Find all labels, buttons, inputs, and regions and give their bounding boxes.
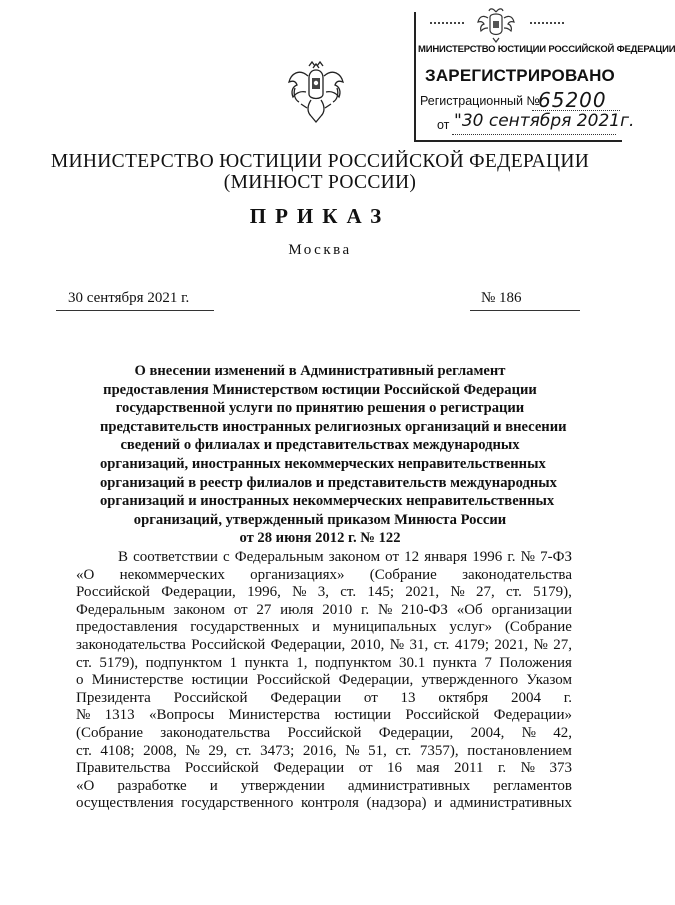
body-word: Министерстве	[91, 672, 184, 689]
body-word: №	[292, 584, 307, 601]
body-word: Российской	[191, 636, 266, 653]
body-word: 27,	[553, 636, 572, 653]
body-word: организации	[491, 601, 572, 618]
body-line	[76, 602, 572, 620]
title-line: О внесении изменений в Административный регламент	[134, 363, 506, 379]
body-word: Указом	[526, 672, 572, 689]
body-word: подпунктом	[145, 654, 223, 671]
body-word: о	[76, 672, 84, 689]
body-word: государственного	[181, 795, 294, 812]
body-word: Федерации»	[493, 707, 572, 724]
body-word: (надзора)	[366, 795, 427, 812]
body-word: утверждении	[240, 777, 325, 794]
body-word: «Об	[456, 601, 483, 618]
body-word: №	[377, 601, 393, 618]
body-word: 16	[387, 760, 403, 777]
document-type: ПРИКАЗ	[249, 204, 391, 228]
body-word: ст.	[76, 742, 92, 759]
body-line	[76, 584, 572, 602]
order-date: 30 сентября 2021 г.	[68, 290, 190, 306]
title-line: организаций и иностранных некоммерческих неправительственных	[100, 493, 555, 510]
body-word: 1	[229, 654, 238, 671]
body-line	[76, 760, 572, 778]
body-line	[76, 743, 572, 761]
number-underline	[470, 310, 580, 311]
title-line: от 28 июня 2012 г. № 122	[239, 530, 401, 547]
body-word: 2021,	[494, 636, 529, 653]
body-word: юстиции	[334, 707, 391, 724]
body-word: Российской	[256, 672, 331, 689]
body-word: 2010	[322, 601, 353, 618]
body-word: утвержденного	[421, 672, 519, 689]
body-word: 13	[400, 689, 416, 706]
body-word: 373	[549, 760, 572, 777]
body-word: 29,	[208, 742, 228, 759]
body-word: контроля	[300, 795, 359, 812]
title-line: организаций в реестр филиалов и представительств международных	[100, 474, 557, 491]
stamp-eagle-emblem-icon	[476, 6, 516, 44]
body-word: Федерации,	[270, 636, 346, 653]
body-word: ст.	[505, 584, 522, 601]
title-line: сведений о филиалах и представительствах международных	[120, 437, 520, 454]
body-word: Федерации,	[378, 724, 454, 741]
body-word: ст.	[433, 636, 450, 653]
body-word: 4179;	[454, 636, 489, 653]
body-word: от	[233, 601, 248, 618]
stamp-dotted-rule	[430, 22, 464, 24]
order-title	[100, 362, 567, 548]
body-word: ст.	[340, 584, 357, 601]
title-line: предоставления Министерством юстиции Российской Федерации	[103, 381, 537, 398]
body-word: Российской	[287, 724, 362, 741]
body-word: 2016,	[302, 742, 337, 759]
body-word: №	[521, 724, 536, 741]
body-word: 27	[256, 601, 272, 618]
body-word: г.	[497, 760, 507, 777]
body-word: ст.	[235, 742, 252, 759]
body-word: Министерства	[228, 707, 321, 724]
body-word: 3473;	[260, 742, 295, 759]
order-number: № 186	[481, 290, 522, 306]
body-word: мая	[416, 760, 440, 777]
body-word: законом	[328, 549, 381, 565]
body-word: 2004	[510, 689, 541, 706]
order-body-text	[76, 549, 572, 813]
body-word: №	[345, 742, 360, 759]
body-word: №	[533, 636, 548, 653]
body-word: законом	[173, 601, 225, 618]
body-word: 3,	[317, 584, 329, 601]
body-word: законодательства	[160, 724, 271, 741]
body-word: разработке	[117, 777, 187, 794]
body-word: г.	[507, 549, 516, 565]
body-line	[76, 725, 572, 743]
body-word: юстиции	[191, 672, 249, 689]
body-word: предоставления	[76, 619, 178, 636]
date-underline	[56, 310, 214, 311]
body-word: постановлением	[467, 742, 572, 759]
body-line	[76, 637, 572, 655]
body-word: №	[185, 742, 200, 759]
body-word: от	[358, 760, 373, 777]
body-line	[76, 672, 572, 690]
body-word: Федерации,	[161, 584, 236, 601]
body-word: ст.	[395, 742, 412, 759]
body-word: (Собрание	[369, 566, 437, 583]
body-word: 5179),	[533, 584, 572, 601]
body-word: от	[385, 549, 400, 565]
body-word: №	[520, 549, 535, 565]
title-line: государственной услуги по принятию решения о регистрации	[115, 400, 525, 417]
stamp-date-value: "30 сентября 2021г.	[454, 111, 635, 131]
stamp-reg-number-label: Регистрационный №	[420, 94, 540, 108]
body-line	[76, 795, 572, 813]
body-word: Правительства	[76, 760, 171, 777]
body-word: г.	[360, 601, 370, 618]
body-word: 145;	[367, 584, 395, 601]
body-word: 7	[484, 654, 492, 671]
body-word: 42,	[553, 724, 572, 741]
body-word: 1996,	[247, 584, 281, 601]
body-word: Российской	[173, 689, 248, 706]
body-word: и	[209, 777, 218, 794]
body-word: некоммерческих	[119, 566, 225, 583]
body-word: «О	[76, 566, 95, 583]
body-word: и	[434, 795, 443, 812]
body-word: 31,	[409, 636, 429, 653]
body-word: 1996	[472, 549, 503, 565]
body-word: 30.1	[398, 654, 426, 671]
body-word: Федерации,	[338, 672, 414, 689]
body-word: соответствии	[133, 549, 218, 565]
body-word: 27,	[475, 584, 495, 601]
body-word: 2008,	[143, 742, 177, 759]
body-word: (Собрание	[504, 619, 572, 636]
body-line	[76, 690, 572, 708]
body-word: В	[118, 549, 129, 565]
body-word: Положения	[499, 654, 572, 671]
body-word: 2004,	[470, 724, 505, 741]
body-word: от	[363, 689, 378, 706]
stamp-date-label: от	[437, 118, 450, 132]
body-word: 12	[404, 549, 420, 565]
body-word: №	[520, 760, 535, 777]
body-word: №	[76, 707, 91, 724]
body-word: 4108;	[100, 742, 135, 759]
body-word: регламентов	[493, 777, 572, 794]
body-word: 2011	[454, 760, 484, 777]
ministry-short-name: (МИНЮСТ РОССИИ)	[223, 172, 417, 193]
body-line	[76, 567, 572, 585]
body-word: пункта	[244, 654, 289, 671]
title-line: представительств иностранных религиозных организаций и внесении	[100, 418, 567, 435]
ministry-name: МИНИСТЕРСТВО ЮСТИЦИИ РОССИЙСКОЙ ФЕДЕРАЦИИ	[50, 151, 590, 172]
body-word: государственных	[190, 619, 300, 636]
body-word: 1,	[296, 654, 308, 671]
body-word: и	[312, 619, 321, 636]
body-word: Федеральным	[76, 601, 165, 618]
stamp-registered-label: ЗАРЕГИСТРИРОВАНО	[424, 66, 615, 85]
body-line	[76, 655, 572, 673]
body-line	[76, 619, 572, 637]
city: Москва	[288, 242, 352, 258]
body-word: административных	[347, 777, 471, 794]
body-word: 2021,	[405, 584, 440, 601]
body-word: «О	[76, 777, 95, 794]
body-line	[76, 707, 572, 725]
body-word: Российской	[184, 760, 259, 777]
body-word: законодательства	[462, 566, 572, 583]
body-word: января	[424, 549, 468, 565]
body-line	[76, 549, 572, 567]
stamp-ministry-name: МИНИСТЕРСТВО ЮСТИЦИИ РОССИЙСКОЙ ФЕДЕРАЦИИ	[418, 44, 675, 55]
body-word: г.	[563, 689, 572, 706]
coat-of-arms-icon	[287, 60, 345, 126]
title-line: организаций, утвержденный приказом Минюста России	[133, 511, 507, 528]
body-word: июля	[280, 601, 314, 618]
body-word: №	[450, 584, 465, 601]
body-word: 5179),	[99, 654, 139, 671]
body-word: ст.	[76, 654, 92, 671]
body-word: Федерации	[273, 760, 345, 777]
body-word: муниципальных	[332, 619, 437, 636]
body-line	[76, 778, 572, 796]
body-word: №	[389, 636, 405, 653]
body-word: (Собрание	[76, 724, 144, 741]
body-word: Федеральным	[234, 549, 324, 565]
body-word: 210-ФЗ	[401, 601, 448, 618]
body-word: с	[223, 549, 230, 565]
body-word: 2010,	[350, 636, 385, 653]
body-word: услуг»	[449, 619, 493, 636]
body-word: осуществления	[76, 795, 174, 812]
stamp-reg-number-value: 65200	[538, 88, 607, 112]
body-word: 7-ФЗ	[540, 549, 572, 565]
body-word: Федерации	[270, 689, 342, 706]
body-word: 1313	[104, 707, 135, 724]
stamp-date-underline	[452, 134, 616, 135]
body-word: Российской	[405, 707, 480, 724]
body-word: пункта	[432, 654, 477, 671]
body-word: 51,	[368, 742, 387, 759]
body-word: административных	[449, 795, 572, 812]
body-word: подпунктом	[315, 654, 392, 671]
body-word: организациях»	[250, 566, 345, 583]
body-word: законодательства	[76, 636, 186, 653]
stamp-dotted-rule	[530, 22, 564, 24]
body-word: «Вопросы	[149, 707, 215, 724]
body-word: 7357),	[419, 742, 459, 759]
title-line: организаций, иностранных некоммерческих неправительственных	[100, 455, 546, 472]
body-word: Российской	[76, 584, 150, 601]
body-word: Президента	[76, 689, 151, 706]
body-word: октября	[438, 689, 489, 706]
